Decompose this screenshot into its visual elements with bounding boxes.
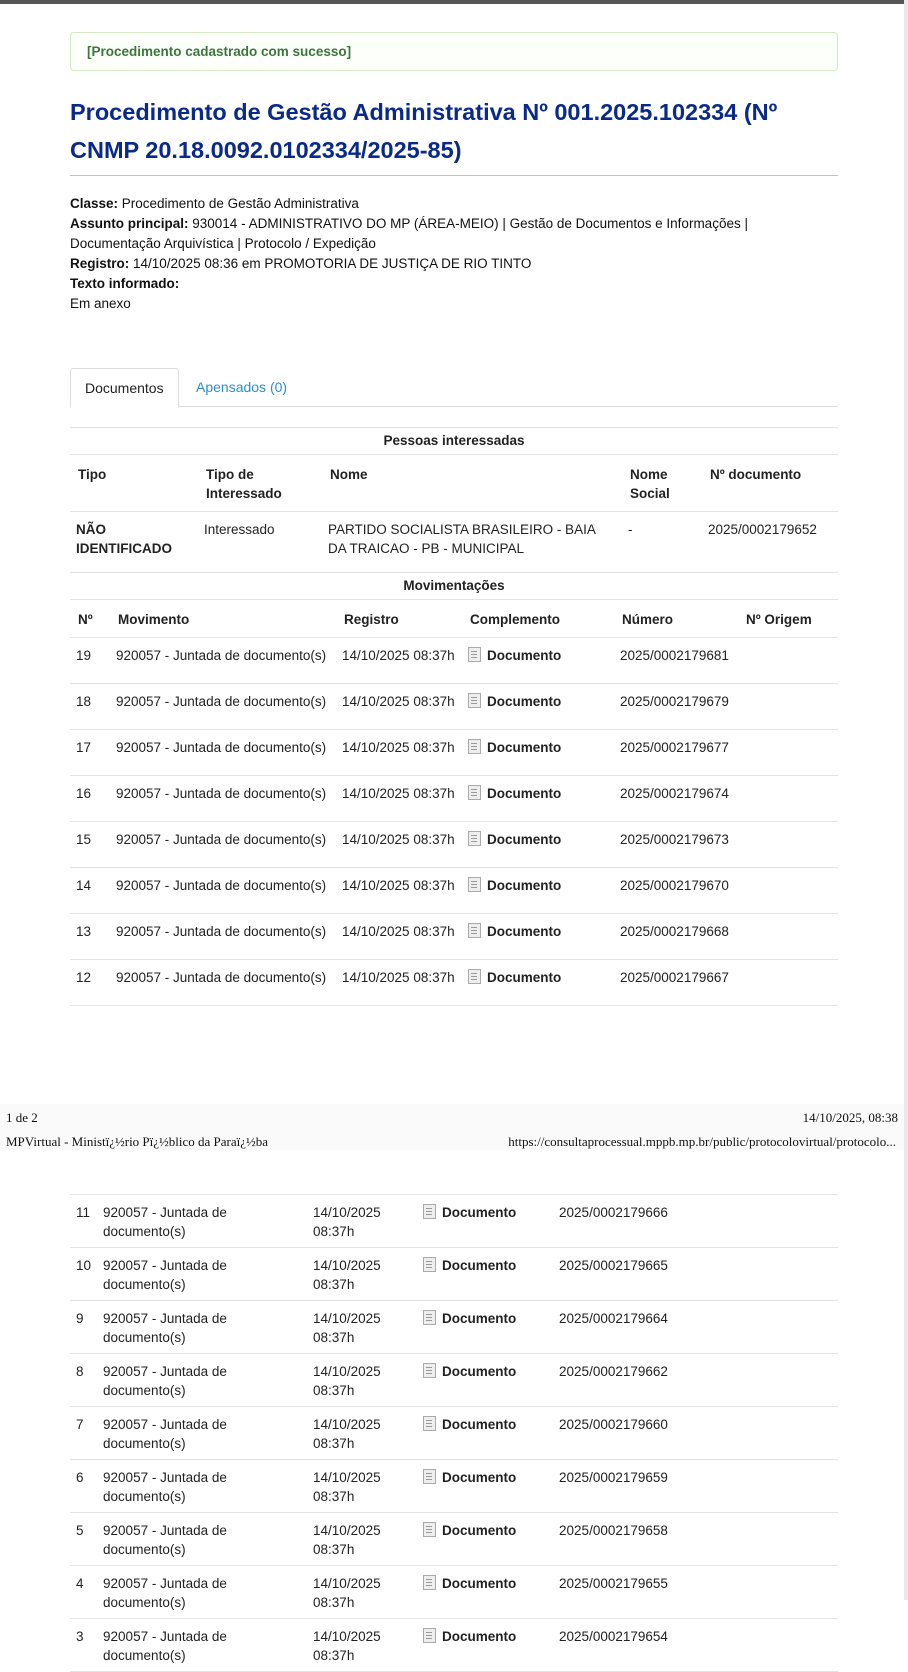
- mov-movimento: 920057 - Juntada de documento(s): [110, 730, 336, 776]
- mov-registro: 14/10/2025 08:37h: [336, 776, 462, 822]
- assunto-value: 930014 - ADMINISTRATIVO DO MP (ÁREA-MEIO) | Gestão de Documentos e Informações | Documentação Arquivística | Protocolo / Expedição: [70, 216, 748, 251]
- mov-n: 3: [70, 1619, 97, 1672]
- mov-movimento: 920057 - Juntada de documento(s): [110, 776, 336, 822]
- mov-origem: [674, 1248, 838, 1301]
- mov-complemento[interactable]: [462, 914, 614, 960]
- document-icon: [468, 877, 481, 892]
- document-link[interactable]: Documento: [442, 1205, 517, 1220]
- mov-complemento[interactable]: [417, 1513, 553, 1566]
- movimentacoes-table-continued: [70, 1194, 838, 1672]
- pessoa-row: [70, 512, 838, 565]
- document-icon: [423, 1628, 436, 1643]
- document-link[interactable]: Documento: [487, 878, 562, 893]
- document-link[interactable]: Documento: [442, 1523, 517, 1538]
- mov-origem: [738, 868, 838, 914]
- mov-complemento[interactable]: [417, 1407, 553, 1460]
- mov-numero: 2025/0002179668: [614, 914, 738, 960]
- tab-apensados[interactable]: Apensados (0): [196, 379, 288, 395]
- mov-complemento[interactable]: [462, 868, 614, 914]
- mov-movimento: 920057 - Juntada de documento(s): [97, 1460, 307, 1513]
- page-title: Procedimento de Gestão Administrativa Nº 001.2025.102334 (Nº CNMP 20.18.0092.0102334/2025-85): [70, 93, 838, 176]
- assunto-line: [70, 214, 838, 254]
- mov-n: 5: [70, 1513, 97, 1566]
- registro-label: Registro:: [70, 256, 130, 271]
- document-link[interactable]: Documento: [487, 694, 562, 709]
- mov-numero: 2025/0002179674: [614, 776, 738, 822]
- document-link[interactable]: Documento: [487, 740, 562, 755]
- mov-registro: 14/10/2025 08:37h: [307, 1460, 417, 1513]
- mov-origem: [738, 822, 838, 868]
- classe-line: [70, 194, 838, 214]
- document-link[interactable]: Documento: [442, 1311, 517, 1326]
- print-datetime: 14/10/2025, 08:38: [802, 1110, 898, 1125]
- mov-numero: 2025/0002179660: [553, 1407, 674, 1460]
- mov-complemento[interactable]: [462, 730, 614, 776]
- print-footer: [0, 1104, 904, 1150]
- document-link[interactable]: Documento: [487, 786, 562, 801]
- mov-complemento[interactable]: [462, 776, 614, 822]
- mov-origem: [674, 1513, 838, 1566]
- movimentacao-row: [70, 1566, 838, 1619]
- movimentacao-row: [70, 822, 838, 868]
- document-link[interactable]: Documento: [442, 1576, 517, 1591]
- document-icon: [423, 1575, 436, 1590]
- col-nome: Nome: [322, 455, 622, 512]
- document-link[interactable]: Documento: [487, 832, 562, 847]
- mov-movimento: 920057 - Juntada de documento(s): [110, 960, 336, 1006]
- movimentacao-row: [70, 776, 838, 822]
- mov-registro: 14/10/2025 08:37h: [307, 1407, 417, 1460]
- document-icon: [468, 693, 481, 708]
- success-alert: [Procedimento cadastrado com sucesso]: [70, 32, 838, 71]
- mov-movimento: 920057 - Juntada de documento(s): [110, 822, 336, 868]
- movimentacao-row: [70, 960, 838, 1006]
- document-icon: [423, 1310, 436, 1325]
- mov-complemento[interactable]: [417, 1460, 553, 1513]
- mov-n: 16: [70, 776, 110, 822]
- document-link[interactable]: Documento: [442, 1417, 517, 1432]
- mov-origem: [738, 914, 838, 960]
- mov-origem: [674, 1354, 838, 1407]
- mov-origem: [674, 1566, 838, 1619]
- mov-numero: 2025/0002179662: [553, 1354, 674, 1407]
- mov-movimento: 920057 - Juntada de documento(s): [97, 1513, 307, 1566]
- pessoa-documento: 2025/0002179652: [708, 522, 817, 537]
- mov-numero: 2025/0002179679: [614, 684, 738, 730]
- mov-n: 15: [70, 822, 110, 868]
- movimentacoes-header-row: [70, 600, 838, 638]
- mov-origem: [674, 1619, 838, 1672]
- document-link[interactable]: Documento: [487, 648, 562, 663]
- tab-documentos[interactable]: Documentos: [70, 368, 179, 408]
- document-icon: [468, 969, 481, 984]
- texto-line: [70, 274, 838, 294]
- mov-origem: [738, 960, 838, 1006]
- movimentacoes-table: [70, 600, 838, 1006]
- document-icon: [423, 1204, 436, 1219]
- mov-n: 4: [70, 1566, 97, 1619]
- movimentacoes-title: Movimentações: [70, 572, 838, 600]
- mov-complemento[interactable]: [462, 684, 614, 730]
- movimentacao-row: [70, 1195, 838, 1248]
- mov-complemento[interactable]: [417, 1354, 553, 1407]
- document-link[interactable]: Documento: [442, 1258, 517, 1273]
- mov-movimento: 920057 - Juntada de documento(s): [97, 1619, 307, 1672]
- mov-numero: 2025/0002179658: [553, 1513, 674, 1566]
- pessoas-title: Pessoas interessadas: [70, 427, 838, 455]
- mov-numero: 2025/0002179667: [614, 960, 738, 1006]
- mov-complemento[interactable]: [462, 822, 614, 868]
- page-edge: [904, 0, 908, 1600]
- mov-registro: 14/10/2025 08:37h: [336, 914, 462, 960]
- mov-origem: [738, 730, 838, 776]
- mov-origem: [674, 1460, 838, 1513]
- mov-numero: 2025/0002179677: [614, 730, 738, 776]
- document-link[interactable]: Documento: [487, 924, 562, 939]
- mov-n: 17: [70, 730, 110, 776]
- col-registro: Registro: [336, 600, 462, 638]
- movimentacao-row: [70, 1619, 838, 1672]
- document-icon: [468, 647, 481, 662]
- mov-registro: 14/10/2025 08:37h: [307, 1566, 417, 1619]
- mov-registro: 14/10/2025 08:37h: [307, 1301, 417, 1354]
- mov-registro: 14/10/2025 08:37h: [336, 960, 462, 1006]
- col-nome-social: Nome Social: [622, 455, 702, 512]
- movimentacoes-section: [70, 572, 838, 1006]
- mov-movimento: 920057 - Juntada de documento(s): [110, 868, 336, 914]
- mov-movimento: 920057 - Juntada de documento(s): [97, 1566, 307, 1619]
- mov-numero: 2025/0002179673: [614, 822, 738, 868]
- col-complemento: Complemento: [462, 600, 614, 638]
- mov-complemento[interactable]: [417, 1619, 553, 1672]
- mov-registro: 14/10/2025 08:37h: [336, 822, 462, 868]
- mov-movimento: 920057 - Juntada de documento(s): [97, 1195, 307, 1248]
- classe-value: Procedimento de Gestão Administrativa: [118, 196, 359, 211]
- mov-movimento: 920057 - Juntada de documento(s): [97, 1248, 307, 1301]
- mov-origem: [674, 1301, 838, 1354]
- mov-n: 13: [70, 914, 110, 960]
- mov-complemento[interactable]: [462, 638, 614, 684]
- document-icon: [423, 1522, 436, 1537]
- mov-movimento: 920057 - Juntada de documento(s): [110, 684, 336, 730]
- col-numero: Número: [614, 600, 738, 638]
- pessoas-section: [70, 427, 838, 564]
- col-tipo-interessado: Tipo de Interessado: [198, 455, 322, 512]
- document-icon: [423, 1469, 436, 1484]
- movimentacao-row: [70, 1407, 838, 1460]
- mov-registro: 14/10/2025 08:37h: [307, 1354, 417, 1407]
- document-icon: [468, 785, 481, 800]
- mov-registro: 14/10/2025 08:37h: [307, 1248, 417, 1301]
- mov-n: 11: [70, 1195, 97, 1248]
- pessoa-nome-social: -: [628, 522, 633, 537]
- col-tipo: Tipo: [70, 455, 198, 512]
- mov-movimento: 920057 - Juntada de documento(s): [97, 1407, 307, 1460]
- mov-registro: 14/10/2025 08:37h: [336, 638, 462, 684]
- document-icon: [423, 1416, 436, 1431]
- mov-n: 14: [70, 868, 110, 914]
- registro-value: 14/10/2025 08:36 em PROMOTORIA DE JUSTIÇA DE RIO TINTO: [129, 256, 532, 271]
- mov-numero: 2025/0002179666: [553, 1195, 674, 1248]
- mov-movimento: 920057 - Juntada de documento(s): [97, 1354, 307, 1407]
- mov-numero: 2025/0002179665: [553, 1248, 674, 1301]
- mov-origem: [738, 638, 838, 684]
- assunto-label: Assunto principal:: [70, 216, 189, 231]
- mov-n: 7: [70, 1407, 97, 1460]
- mov-movimento: 920057 - Juntada de documento(s): [110, 638, 336, 684]
- movimentacao-row: [70, 684, 838, 730]
- pessoa-tipo: NÃO IDENTIFICADO: [76, 522, 172, 556]
- mov-n: 18: [70, 684, 110, 730]
- mov-complemento[interactable]: [462, 960, 614, 1006]
- main-content: [70, 32, 838, 1006]
- mov-numero: 2025/0002179681: [614, 638, 738, 684]
- col-n: Nº: [70, 600, 110, 638]
- movimentacao-row: [70, 1354, 838, 1407]
- mov-registro: 14/10/2025 08:37h: [307, 1195, 417, 1248]
- mov-origem: [738, 684, 838, 730]
- pessoas-table: [70, 455, 838, 564]
- mov-numero: 2025/0002179664: [553, 1301, 674, 1354]
- site-title: MPVirtual - Ministï¿½rio Pï¿½blico da Paraï¿½ba: [6, 1134, 269, 1149]
- mov-registro: 14/10/2025 08:37h: [307, 1619, 417, 1672]
- document-icon: [468, 831, 481, 846]
- mov-movimento: 920057 - Juntada de documento(s): [97, 1301, 307, 1354]
- page-url: https://consultaprocessual.mppb.mp.br/public/protocolovirtual/protocolo...: [508, 1134, 896, 1149]
- page-count: 1 de 2: [6, 1110, 38, 1125]
- mov-origem: [674, 1195, 838, 1248]
- document-link[interactable]: Documento: [487, 970, 562, 985]
- pessoas-header-row: [70, 455, 838, 512]
- movimentacao-row: [70, 730, 838, 776]
- document-link[interactable]: Documento: [442, 1629, 517, 1644]
- pessoa-tipo-interessado: Interessado: [204, 522, 275, 537]
- mov-numero: 2025/0002179659: [553, 1460, 674, 1513]
- mov-registro: 14/10/2025 08:37h: [336, 730, 462, 776]
- mov-numero: 2025/0002179655: [553, 1566, 674, 1619]
- mov-complemento[interactable]: [417, 1195, 553, 1248]
- procedure-info: [70, 194, 838, 314]
- tab-bar: [70, 368, 838, 407]
- mov-n: 19: [70, 638, 110, 684]
- document-icon: [468, 923, 481, 938]
- movimentacao-row: [70, 1513, 838, 1566]
- document-icon: [423, 1257, 436, 1272]
- top-border: [0, 0, 908, 4]
- mov-movimento: 920057 - Juntada de documento(s): [110, 914, 336, 960]
- col-origem: Nº Origem: [738, 600, 838, 638]
- mov-origem: [738, 776, 838, 822]
- texto-value: Em anexo: [70, 296, 131, 311]
- mov-registro: 14/10/2025 08:37h: [307, 1513, 417, 1566]
- movimentacao-row: [70, 638, 838, 684]
- pessoa-nome: PARTIDO SOCIALISTA BRASILEIRO - BAIA DA TRAICAO - PB - MUNICIPAL: [328, 522, 596, 556]
- document-link[interactable]: Documento: [442, 1470, 517, 1485]
- mov-n: 10: [70, 1248, 97, 1301]
- mov-numero: 2025/0002179654: [553, 1619, 674, 1672]
- col-documento: Nº documento: [702, 455, 838, 512]
- mov-registro: 14/10/2025 08:37h: [336, 868, 462, 914]
- classe-label: Classe:: [70, 196, 119, 211]
- texto-label: Texto informado:: [70, 276, 180, 291]
- mov-numero: 2025/0002179670: [614, 868, 738, 914]
- movimentacao-row: [70, 1460, 838, 1513]
- mov-registro: 14/10/2025 08:37h: [336, 684, 462, 730]
- movimentacao-row: [70, 868, 838, 914]
- movimentacao-row: [70, 1301, 838, 1354]
- movimentacoes-body: [70, 638, 838, 1006]
- mov-origem: [674, 1407, 838, 1460]
- mov-n: 12: [70, 960, 110, 1006]
- mov-complemento[interactable]: [417, 1248, 553, 1301]
- document-link[interactable]: Documento: [442, 1364, 517, 1379]
- mov-complemento[interactable]: [417, 1566, 553, 1619]
- mov-n: 9: [70, 1301, 97, 1354]
- mov-n: 6: [70, 1460, 97, 1513]
- registro-line: [70, 254, 838, 274]
- movimentacao-row: [70, 1248, 838, 1301]
- document-icon: [423, 1363, 436, 1378]
- document-icon: [468, 739, 481, 754]
- mov-n: 8: [70, 1354, 97, 1407]
- page2-content: [70, 1194, 838, 1672]
- movimentacao-row: [70, 914, 838, 960]
- col-movimento: Movimento: [110, 600, 336, 638]
- mov-complemento[interactable]: [417, 1301, 553, 1354]
